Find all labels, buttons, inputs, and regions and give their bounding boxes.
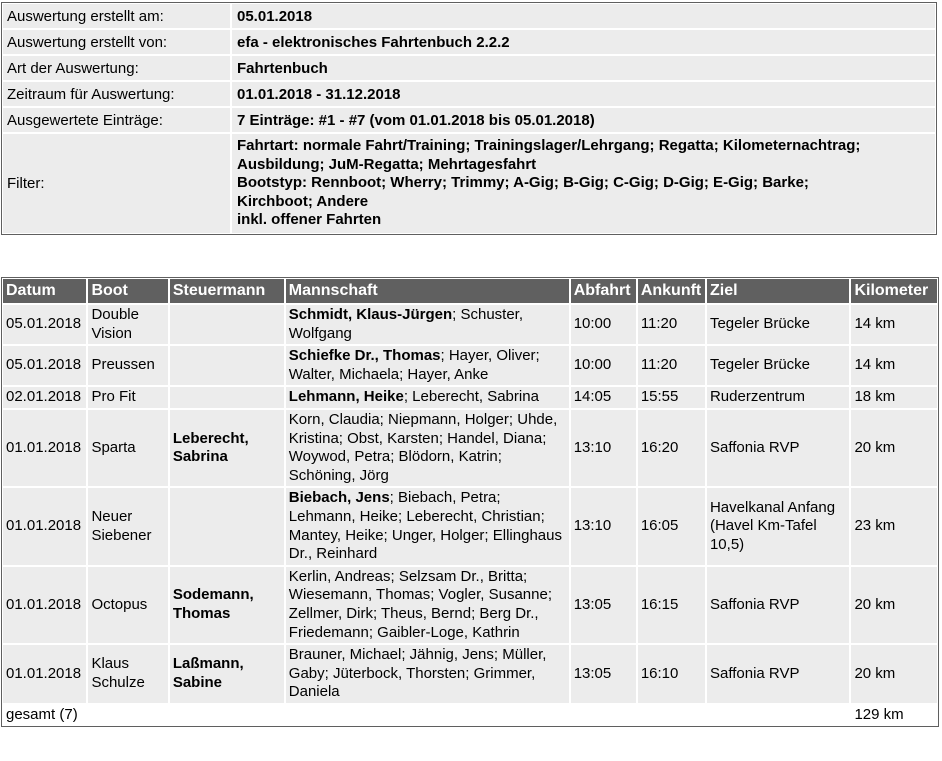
summary-row-type	[3, 56, 935, 80]
column-header-datum: Datum	[3, 279, 86, 303]
total-label: gesamt (7)	[3, 705, 849, 726]
trips-table	[1, 277, 939, 727]
table-row	[3, 488, 937, 564]
table-row	[3, 305, 937, 344]
cell-steuermann: Leberecht, Sabrina	[170, 410, 284, 486]
summary-row-date	[3, 4, 935, 28]
filter-line: inkl. offener Fahrten	[237, 211, 382, 228]
summary-label: Zeitraum für Auswertung:	[3, 82, 230, 106]
column-header-ankunft: Ankunft	[638, 279, 705, 303]
cell-ziel: Havelkanal Anfang (Havel Km-Tafel 10,5)	[707, 488, 849, 564]
crew-lead: Schiefke Dr., Thomas	[288, 347, 441, 365]
filter-line: Fahrtart: normale Fahrt/Training; Trainingslager/Lehrgang; Regatta; Kilometernachtrag;	[237, 137, 861, 154]
table-row	[3, 645, 937, 703]
cell-abfahrt: 13:05	[571, 645, 636, 703]
cell-abfahrt: 13:10	[571, 410, 636, 486]
cell-ziel: Tegeler Brücke	[707, 305, 849, 344]
summary-label: Auswertung erstellt von:	[3, 30, 230, 54]
cell-kilometer: 20 km	[851, 645, 937, 703]
summary-value: Fahrtenbuch	[232, 56, 935, 80]
cell-mannschaft	[286, 305, 569, 344]
cell-kilometer: 20 km	[851, 567, 937, 643]
summary-row-filter	[3, 134, 935, 233]
cell-datum: 01.01.2018	[3, 567, 86, 643]
cell-kilometer: 20 km	[851, 410, 937, 486]
table-row	[3, 346, 937, 385]
cell-mannschaft	[286, 567, 569, 643]
table-row	[3, 387, 937, 408]
cell-boot: Octopus	[88, 567, 167, 643]
total-kilometer: 129 km	[851, 705, 937, 726]
cell-abfahrt: 14:05	[571, 387, 636, 408]
cell-boot: Double Vision	[88, 305, 167, 344]
cell-ankunft: 16:15	[638, 567, 705, 643]
cell-mannschaft	[286, 387, 569, 408]
summary-row-creator	[3, 30, 935, 54]
summary-row-entries	[3, 108, 935, 132]
column-header-steuermann: Steuermann	[170, 279, 284, 303]
cell-steuermann	[170, 488, 284, 564]
crew-lead: Schmidt, Klaus-Jürgen	[288, 306, 453, 323]
cell-ziel: Saffonia RVP	[707, 410, 849, 486]
cell-abfahrt: 10:00	[571, 305, 636, 344]
filter-label: Filter:	[3, 134, 230, 233]
summary-value: 05.01.2018	[232, 4, 935, 28]
crew-members: ; Hayer, Oliver; Walter, Michaela; Hayer, Anke	[288, 347, 540, 383]
summary-table	[1, 2, 937, 235]
cell-ziel: Saffonia RVP	[707, 567, 849, 643]
column-header-abfahrt: Abfahrt	[571, 279, 636, 303]
cell-mannschaft	[286, 645, 569, 703]
summary-label: Ausgewertete Einträge:	[3, 108, 230, 132]
filter-line: Bootstyp: Rennboot; Wherry; Trimmy; A-Gig; B-Gig; C-Gig; D-Gig; E-Gig; Barke;	[237, 174, 809, 191]
crew-lead: Lehmann, Heike	[288, 388, 404, 406]
total-row	[3, 705, 937, 726]
column-header-ziel: Ziel	[707, 279, 849, 303]
cell-datum: 01.01.2018	[3, 410, 86, 486]
table-row	[3, 567, 937, 643]
column-header-boot: Boot	[88, 279, 167, 303]
cell-abfahrt: 13:05	[571, 567, 636, 643]
cell-ankunft: 11:20	[638, 305, 705, 344]
cell-abfahrt: 10:00	[571, 346, 636, 385]
cell-ankunft: 11:20	[638, 346, 705, 385]
cell-mannschaft	[286, 488, 569, 564]
cell-mannschaft	[286, 410, 569, 486]
cell-ziel: Tegeler Brücke	[707, 346, 849, 385]
cell-datum: 01.01.2018	[3, 488, 86, 564]
summary-value: 01.01.2018 - 31.12.2018	[232, 82, 935, 106]
cell-ankunft: 16:20	[638, 410, 705, 486]
crew-members: ; Biebach, Petra; Lehmann, Heike; Leberecht, Christian; Mantey, Heike; Unger, Holger; Ellinghaus Dr., Reinhard	[288, 489, 562, 563]
cell-ankunft: 15:55	[638, 387, 705, 408]
column-header-mannschaft: Mannschaft	[286, 279, 569, 303]
cell-boot: Klaus Schulze	[88, 645, 167, 703]
header-row	[3, 279, 937, 303]
cell-kilometer: 14 km	[851, 305, 937, 344]
crew-members: ; Schuster, Wolfgang	[288, 306, 524, 342]
cell-boot: Neuer Siebener	[88, 488, 167, 564]
cell-boot: Pro Fit	[88, 387, 167, 408]
filter-line: Kirchboot; Andere	[237, 192, 369, 210]
cell-datum: 01.01.2018	[3, 645, 86, 703]
summary-label: Auswertung erstellt am:	[3, 4, 230, 28]
crew-members: Brauner, Michael; Jähnig, Jens; Müller, Gaby; Jüterbock, Thorsten; Grimmer, Daniela	[288, 646, 547, 701]
cell-steuermann: Sodemann, Thomas	[170, 567, 284, 643]
crew-members: ; Leberecht, Sabrina	[403, 388, 539, 406]
crew-members: Kerlin, Andreas; Selzsam Dr., Britta; Wiesemann, Thomas; Vogler, Susanne; Zellmer, Dirk; Theus, Bernd; Berg Dr., Friedemann; Gaibler-Loge, Kathrin	[288, 567, 552, 641]
cell-kilometer: 14 km	[851, 346, 937, 385]
cell-kilometer: 23 km	[851, 488, 937, 564]
cell-abfahrt: 13:10	[571, 488, 636, 564]
summary-value: efa - elektronisches Fahrtenbuch 2.2.2	[232, 30, 935, 54]
cell-mannschaft	[286, 346, 569, 385]
cell-datum: 05.01.2018	[3, 305, 86, 344]
summary-value: 7 Einträge: #1 - #7 (vom 01.01.2018 bis 05.01.2018)	[232, 108, 935, 132]
column-header-kilometer: Kilometer	[851, 279, 937, 303]
cell-steuermann	[170, 305, 284, 344]
summary-row-period	[3, 82, 935, 106]
cell-ziel: Saffonia RVP	[707, 645, 849, 703]
cell-boot: Sparta	[88, 410, 167, 486]
filter-line: Ausbildung; JuM-Regatta; Mehrtagesfahrt	[237, 155, 537, 173]
filter-value	[232, 134, 935, 233]
cell-kilometer: 18 km	[851, 387, 937, 408]
summary-label: Art der Auswertung:	[3, 56, 230, 80]
cell-steuermann	[170, 387, 284, 408]
cell-datum: 02.01.2018	[3, 387, 86, 408]
cell-steuermann	[170, 346, 284, 385]
cell-steuermann: Laßmann, Sabine	[170, 645, 284, 703]
cell-ziel: Ruderzentrum	[707, 387, 849, 408]
cell-boot: Preussen	[88, 346, 167, 385]
crew-members: Korn, Claudia; Niepmann, Holger; Uhde, Kristina; Obst, Karsten; Handel, Diana; Woywod, Petra; Blödorn, Katrin; Schöning, Jörg	[288, 410, 558, 484]
table-row	[3, 410, 937, 486]
cell-ankunft: 16:05	[638, 488, 705, 564]
cell-datum: 05.01.2018	[3, 346, 86, 385]
trips-table-container	[1, 277, 939, 727]
crew-lead: Biebach, Jens	[288, 489, 390, 507]
cell-ankunft: 16:10	[638, 645, 705, 703]
